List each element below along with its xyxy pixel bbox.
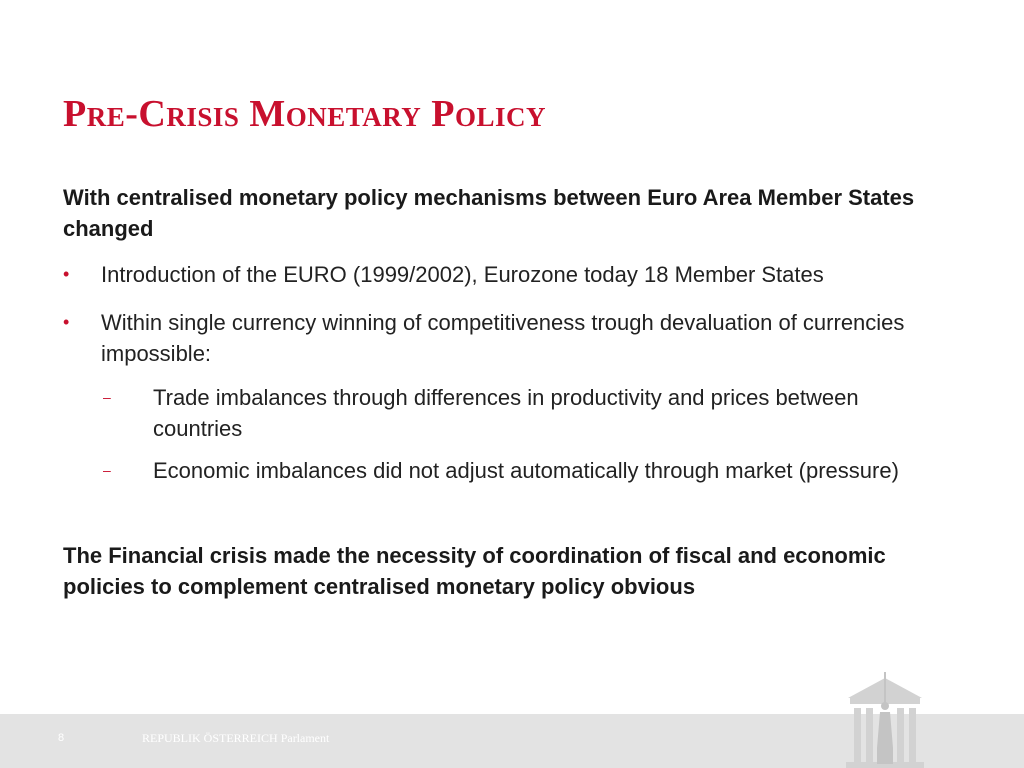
slide-title: Pre-Crisis Monetary Policy	[63, 93, 547, 135]
intro-text: With centralised monetary policy mechanisms between Euro Area Member States changed	[63, 185, 915, 241]
bullet-marker: •	[63, 312, 70, 332]
brand-suffix: Parlament	[280, 731, 330, 745]
sub-bullet-marker: –	[103, 462, 111, 478]
bullet-text: Introduction of the EURO (1999/2002), Eurozone today 18 Member States	[101, 262, 824, 287]
bullet-marker: •	[63, 264, 70, 284]
sub-bullet-marker: –	[103, 389, 111, 405]
brand-name: REPUBLIK ÖSTERREICH	[142, 731, 278, 745]
brand-text	[142, 731, 329, 746]
parliament-building-icon	[840, 668, 930, 768]
sub-bullet-text: Economic imbalances did not adjust automatically through market (pressure)	[153, 458, 899, 483]
page-number: 8	[58, 732, 65, 744]
sub-bullet-text: Trade imbalances through differences in productivity and prices between countries	[153, 385, 859, 441]
bullet-text: Within single currency winning of competitiveness trough devaluation of currencies impossible:	[101, 310, 905, 366]
conclusion-text: The Financial crisis made the necessity of coordination of fiscal and economic policies to complement centralised monetary policy obvious	[63, 543, 886, 599]
